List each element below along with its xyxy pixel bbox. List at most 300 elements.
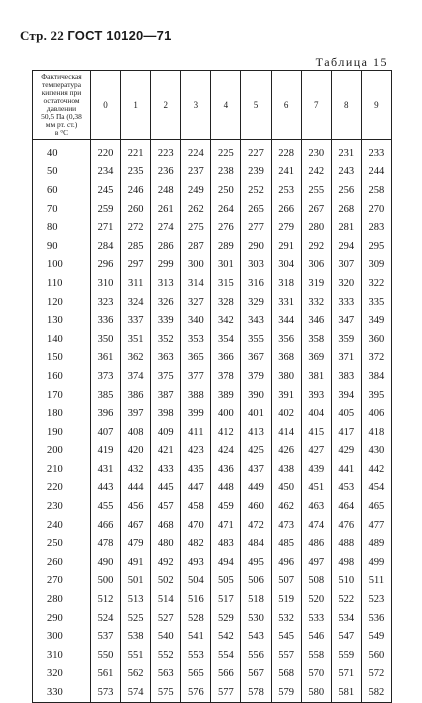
temperature-cell: 170: [33, 386, 91, 405]
value-cell: 505: [211, 572, 241, 591]
value-cell: 284: [91, 237, 121, 256]
value-cell: 275: [181, 218, 211, 237]
temperature-cell: 70: [33, 200, 91, 219]
value-cell: 491: [121, 553, 151, 572]
value-cell: 221: [121, 140, 151, 163]
value-cell: 276: [211, 218, 241, 237]
corner-line: давлении: [46, 104, 77, 113]
value-cell: 227: [241, 140, 271, 163]
value-cell: 242: [301, 163, 331, 182]
value-cell: 264: [211, 200, 241, 219]
value-cell: 494: [211, 553, 241, 572]
corner-line: Фактическая: [41, 72, 82, 81]
value-cell: 299: [151, 256, 181, 275]
value-cell: 237: [181, 163, 211, 182]
value-cell: 320: [331, 274, 361, 293]
value-cell: 420: [121, 442, 151, 461]
value-cell: 386: [121, 386, 151, 405]
value-cell: 513: [121, 590, 151, 609]
value-cell: 277: [241, 218, 271, 237]
column-header: 5: [241, 71, 271, 140]
value-cell: 563: [151, 665, 181, 684]
value-cell: 248: [151, 181, 181, 200]
value-cell: 438: [271, 460, 301, 479]
table-row: [33, 293, 392, 312]
conversion-table: [32, 70, 392, 703]
value-cell: 498: [331, 553, 361, 572]
value-cell: 573: [91, 683, 121, 702]
value-cell: 285: [121, 237, 151, 256]
value-cell: 581: [331, 683, 361, 702]
value-cell: 355: [241, 330, 271, 349]
value-cell: 542: [211, 627, 241, 646]
value-cell: 557: [271, 646, 301, 665]
value-cell: 328: [211, 293, 241, 312]
table-row: [33, 330, 392, 349]
value-cell: 474: [301, 516, 331, 535]
value-cell: 517: [211, 590, 241, 609]
value-cell: 507: [271, 572, 301, 591]
temperature-cell: 130: [33, 311, 91, 330]
value-cell: 339: [151, 311, 181, 330]
value-cell: 343: [241, 311, 271, 330]
table-row: [33, 497, 392, 516]
temperature-cell: 290: [33, 609, 91, 628]
value-cell: 360: [361, 330, 391, 349]
value-cell: 369: [301, 349, 331, 368]
value-cell: 579: [271, 683, 301, 702]
value-cell: 244: [361, 163, 391, 182]
value-cell: 554: [211, 646, 241, 665]
value-cell: 570: [301, 665, 331, 684]
corner-line: 50,5 Па (0,38: [41, 112, 82, 121]
value-cell: 423: [181, 442, 211, 461]
temperature-cell: 260: [33, 553, 91, 572]
table-row: [33, 200, 392, 219]
value-cell: 508: [301, 572, 331, 591]
value-cell: 349: [361, 311, 391, 330]
temperature-cell: 140: [33, 330, 91, 349]
value-cell: 323: [91, 293, 121, 312]
table-row: [33, 609, 392, 628]
value-cell: 457: [151, 497, 181, 516]
value-cell: 329: [241, 293, 271, 312]
temperature-cell: 230: [33, 497, 91, 516]
value-cell: 502: [151, 572, 181, 591]
value-cell: 398: [151, 404, 181, 423]
value-cell: 540: [151, 627, 181, 646]
value-cell: 311: [121, 274, 151, 293]
value-cell: 274: [151, 218, 181, 237]
value-cell: 363: [151, 349, 181, 368]
column-header: 8: [331, 71, 361, 140]
value-cell: 577: [211, 683, 241, 702]
value-cell: 235: [121, 163, 151, 182]
value-cell: 522: [331, 590, 361, 609]
value-cell: 536: [361, 609, 391, 628]
value-cell: 478: [91, 534, 121, 553]
table-row: [33, 367, 392, 386]
value-cell: 380: [271, 367, 301, 386]
page-header: [20, 28, 172, 44]
value-cell: 566: [211, 665, 241, 684]
value-cell: 322: [361, 274, 391, 293]
value-cell: 290: [241, 237, 271, 256]
value-cell: 530: [241, 609, 271, 628]
value-cell: 427: [301, 442, 331, 461]
value-cell: 576: [181, 683, 211, 702]
value-cell: 432: [121, 460, 151, 479]
value-cell: 492: [151, 553, 181, 572]
value-cell: 558: [301, 646, 331, 665]
value-cell: 271: [91, 218, 121, 237]
value-cell: 471: [211, 516, 241, 535]
table-row: [33, 590, 392, 609]
value-cell: 488: [331, 534, 361, 553]
temperature-cell: 40: [33, 140, 91, 163]
value-cell: 528: [181, 609, 211, 628]
value-cell: 400: [211, 404, 241, 423]
value-cell: 246: [121, 181, 151, 200]
value-cell: 435: [181, 460, 211, 479]
value-cell: 426: [271, 442, 301, 461]
value-cell: 258: [361, 181, 391, 200]
value-cell: 501: [121, 572, 151, 591]
value-cell: 413: [241, 423, 271, 442]
value-cell: 520: [301, 590, 331, 609]
value-cell: 439: [301, 460, 331, 479]
value-cell: 556: [241, 646, 271, 665]
value-cell: 510: [331, 572, 361, 591]
value-cell: 419: [91, 442, 121, 461]
corner-line: мм рт. ст.): [45, 120, 78, 129]
value-cell: 572: [361, 665, 391, 684]
value-cell: 407: [91, 423, 121, 442]
value-cell: 306: [301, 256, 331, 275]
temperature-cell: 160: [33, 367, 91, 386]
column-header: 7: [301, 71, 331, 140]
value-cell: 316: [241, 274, 271, 293]
value-cell: 418: [361, 423, 391, 442]
value-cell: 231: [331, 140, 361, 163]
value-cell: 351: [121, 330, 151, 349]
value-cell: 315: [211, 274, 241, 293]
value-cell: 294: [331, 237, 361, 256]
value-cell: 500: [91, 572, 121, 591]
value-cell: 224: [181, 140, 211, 163]
value-cell: 267: [301, 200, 331, 219]
value-cell: 580: [301, 683, 331, 702]
temperature-cell: 270: [33, 572, 91, 591]
value-cell: 543: [241, 627, 271, 646]
value-cell: 372: [361, 349, 391, 368]
column-header: 1: [121, 71, 151, 140]
value-cell: 389: [211, 386, 241, 405]
value-cell: 361: [91, 349, 121, 368]
value-cell: 337: [121, 311, 151, 330]
value-cell: 303: [241, 256, 271, 275]
value-cell: 225: [211, 140, 241, 163]
value-cell: 465: [361, 497, 391, 516]
value-cell: 261: [151, 200, 181, 219]
value-cell: 568: [271, 665, 301, 684]
value-cell: 451: [301, 479, 331, 498]
value-cell: 314: [181, 274, 211, 293]
value-cell: 553: [181, 646, 211, 665]
value-cell: 374: [121, 367, 151, 386]
value-cell: 458: [181, 497, 211, 516]
value-cell: 495: [241, 553, 271, 572]
value-cell: 384: [361, 367, 391, 386]
table-row: [33, 163, 392, 182]
value-cell: 286: [151, 237, 181, 256]
table-row: [33, 442, 392, 461]
value-cell: 499: [361, 553, 391, 572]
value-cell: 479: [121, 534, 151, 553]
value-cell: 234: [91, 163, 121, 182]
value-cell: 394: [331, 386, 361, 405]
value-cell: 326: [151, 293, 181, 312]
table-row: [33, 646, 392, 665]
value-cell: 252: [241, 181, 271, 200]
table-row: [33, 479, 392, 498]
value-cell: 356: [271, 330, 301, 349]
value-cell: 415: [301, 423, 331, 442]
table-row: [33, 218, 392, 237]
value-cell: 241: [271, 163, 301, 182]
page-label: Стр. 22: [20, 28, 64, 43]
value-cell: 511: [361, 572, 391, 591]
value-cell: 482: [181, 534, 211, 553]
value-cell: 388: [181, 386, 211, 405]
value-cell: 480: [151, 534, 181, 553]
value-cell: 335: [361, 293, 391, 312]
temperature-cell: 320: [33, 665, 91, 684]
value-cell: 550: [91, 646, 121, 665]
value-cell: 567: [241, 665, 271, 684]
value-cell: 390: [241, 386, 271, 405]
value-cell: 421: [151, 442, 181, 461]
value-cell: 223: [151, 140, 181, 163]
value-cell: 379: [241, 367, 271, 386]
value-cell: 346: [301, 311, 331, 330]
table-row: [33, 627, 392, 646]
value-cell: 483: [211, 534, 241, 553]
value-cell: 463: [301, 497, 331, 516]
value-cell: 230: [301, 140, 331, 163]
value-cell: 397: [121, 404, 151, 423]
value-cell: 473: [271, 516, 301, 535]
value-cell: 445: [151, 479, 181, 498]
value-cell: 333: [331, 293, 361, 312]
value-cell: 309: [361, 256, 391, 275]
value-cell: 228: [271, 140, 301, 163]
value-cell: 393: [301, 386, 331, 405]
value-cell: 541: [181, 627, 211, 646]
value-cell: 506: [241, 572, 271, 591]
value-cell: 516: [181, 590, 211, 609]
temperature-cell: 200: [33, 442, 91, 461]
temperature-cell: 220: [33, 479, 91, 498]
value-cell: 455: [91, 497, 121, 516]
value-cell: 532: [271, 609, 301, 628]
value-cell: 497: [301, 553, 331, 572]
table-row: [33, 140, 392, 163]
value-cell: 310: [91, 274, 121, 293]
table-row: [33, 386, 392, 405]
temperature-cell: 300: [33, 627, 91, 646]
value-cell: 429: [331, 442, 361, 461]
value-cell: 385: [91, 386, 121, 405]
value-cell: 523: [361, 590, 391, 609]
value-cell: 359: [331, 330, 361, 349]
value-cell: 318: [271, 274, 301, 293]
value-cell: 406: [361, 404, 391, 423]
value-cell: 287: [181, 237, 211, 256]
value-cell: 243: [331, 163, 361, 182]
value-cell: 395: [361, 386, 391, 405]
value-cell: 424: [211, 442, 241, 461]
value-cell: 371: [331, 349, 361, 368]
column-header: 4: [211, 71, 241, 140]
value-cell: 431: [91, 460, 121, 479]
value-cell: 319: [301, 274, 331, 293]
value-cell: 336: [91, 311, 121, 330]
value-cell: 545: [271, 627, 301, 646]
value-cell: 262: [181, 200, 211, 219]
value-cell: 260: [121, 200, 151, 219]
value-cell: 562: [121, 665, 151, 684]
temperature-cell: 310: [33, 646, 91, 665]
value-cell: 537: [91, 627, 121, 646]
table-row: [33, 460, 392, 479]
value-cell: 377: [181, 367, 211, 386]
value-cell: 239: [241, 163, 271, 182]
table-row: [33, 404, 392, 423]
value-cell: 412: [211, 423, 241, 442]
value-cell: 331: [271, 293, 301, 312]
value-cell: 533: [301, 609, 331, 628]
value-cell: 342: [211, 311, 241, 330]
value-cell: 408: [121, 423, 151, 442]
table-row: [33, 516, 392, 535]
value-cell: 332: [301, 293, 331, 312]
value-cell: 538: [121, 627, 151, 646]
value-cell: 442: [361, 460, 391, 479]
value-cell: 297: [121, 256, 151, 275]
value-cell: 378: [211, 367, 241, 386]
value-cell: 466: [91, 516, 121, 535]
value-cell: 280: [301, 218, 331, 237]
value-cell: 459: [211, 497, 241, 516]
temperature-cell: 110: [33, 274, 91, 293]
value-cell: 350: [91, 330, 121, 349]
value-cell: 401: [241, 404, 271, 423]
column-header: 6: [271, 71, 301, 140]
value-cell: 512: [91, 590, 121, 609]
value-cell: 453: [331, 479, 361, 498]
value-cell: 238: [211, 163, 241, 182]
value-cell: 425: [241, 442, 271, 461]
value-cell: 575: [151, 683, 181, 702]
header-row: [33, 71, 392, 140]
value-cell: 462: [271, 497, 301, 516]
column-header: 0: [91, 71, 121, 140]
value-cell: 347: [331, 311, 361, 330]
table-row: [33, 534, 392, 553]
value-cell: 489: [361, 534, 391, 553]
value-cell: 551: [121, 646, 151, 665]
table-body: [33, 140, 392, 703]
value-cell: 490: [91, 553, 121, 572]
standard-number: ГОСТ 10120—71: [67, 28, 172, 43]
value-cell: 430: [361, 442, 391, 461]
value-cell: 449: [241, 479, 271, 498]
value-cell: 534: [331, 609, 361, 628]
table-row: [33, 237, 392, 256]
value-cell: 368: [271, 349, 301, 368]
value-cell: 524: [91, 609, 121, 628]
value-cell: 571: [331, 665, 361, 684]
value-cell: 436: [211, 460, 241, 479]
value-cell: 266: [271, 200, 301, 219]
value-cell: 409: [151, 423, 181, 442]
value-cell: 565: [181, 665, 211, 684]
value-cell: 292: [301, 237, 331, 256]
table-row: [33, 181, 392, 200]
value-cell: 396: [91, 404, 121, 423]
value-cell: 300: [181, 256, 211, 275]
temperature-cell: 80: [33, 218, 91, 237]
column-header: 2: [151, 71, 181, 140]
value-cell: 253: [271, 181, 301, 200]
value-cell: 340: [181, 311, 211, 330]
value-cell: 529: [211, 609, 241, 628]
value-cell: 464: [331, 497, 361, 516]
table-row: [33, 553, 392, 572]
value-cell: 327: [181, 293, 211, 312]
value-cell: 486: [301, 534, 331, 553]
value-cell: 283: [361, 218, 391, 237]
table-row: [33, 683, 392, 702]
value-cell: 448: [211, 479, 241, 498]
value-cell: 514: [151, 590, 181, 609]
value-cell: 220: [91, 140, 121, 163]
corner-line: остаточном: [43, 96, 80, 105]
value-cell: 437: [241, 460, 271, 479]
value-cell: 560: [361, 646, 391, 665]
value-cell: 270: [361, 200, 391, 219]
value-cell: 381: [301, 367, 331, 386]
temperature-cell: 100: [33, 256, 91, 275]
value-cell: 411: [181, 423, 211, 442]
value-cell: 373: [91, 367, 121, 386]
temperature-cell: 150: [33, 349, 91, 368]
value-cell: 265: [241, 200, 271, 219]
value-cell: 391: [271, 386, 301, 405]
value-cell: 365: [181, 349, 211, 368]
value-cell: 375: [151, 367, 181, 386]
value-cell: 496: [271, 553, 301, 572]
value-cell: 547: [331, 627, 361, 646]
value-cell: 456: [121, 497, 151, 516]
table-row: [33, 256, 392, 275]
value-cell: 450: [271, 479, 301, 498]
value-cell: 301: [211, 256, 241, 275]
value-cell: 405: [331, 404, 361, 423]
temperature-cell: 50: [33, 163, 91, 182]
temperature-cell: 60: [33, 181, 91, 200]
